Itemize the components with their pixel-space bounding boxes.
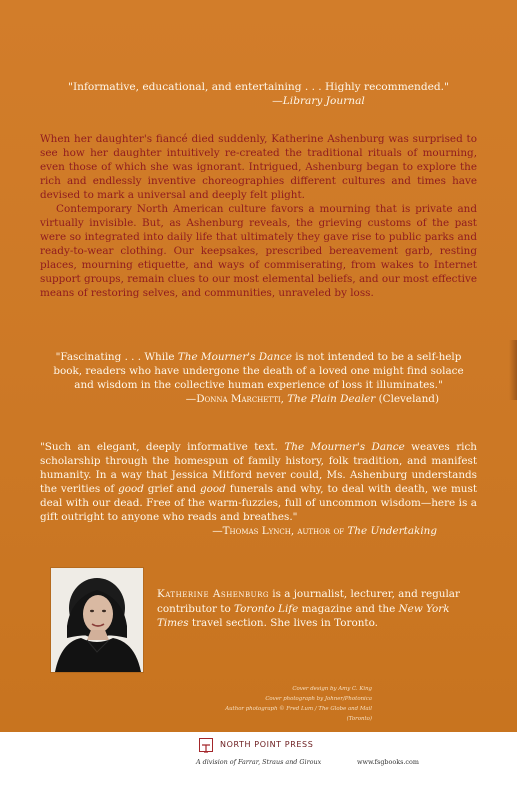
credit-author-photo: Author photograph © Fred Lum / The Globe and Mail (Toronto)	[225, 706, 372, 722]
author-portrait-image	[51, 568, 143, 672]
synopsis-paragraph-1: When her daughter's fiancé died suddenly, Katherine Ashenburg was surprised to see how her daughter intuitively re-created the traditional rituals of mourning, even those of which she was ignorant. Intrigued, Ashenburg began to explore the rich and endlessly inventive choreographies different cultures and times have devised to mark a universal and deeply felt plight.	[40, 133, 477, 201]
synopsis	[40, 132, 477, 300]
quote-library-journal	[40, 80, 477, 108]
synopsis-paragraph-2: Contemporary North American culture favors a mourning that is private and virtually invisible. But, as Ashenburg reveals, the grieving customs of the past were so integrated into daily life that ultimately they gave rise to public parks and ready-to-wear clothing. Our keepsakes, prescribed bereavement garb, resting places, mourning etiquette, and ways of commiserating, from wakes to Internet support groups, remain clues to our most elemental beliefs, and our most effective means of restoring selves, and communities, unraveled by loss.	[40, 203, 477, 299]
publisher-name: NORTH POINT PRESS	[220, 740, 314, 749]
quote-attribution: —Library Journal	[272, 95, 365, 107]
quote-plain-dealer: "Fascinating . . . While The Mourner's Dance is not intended to be a self-help book, readers who have undergone the death of a loved one might find solace and wisdom in the collective human experience of loss it illuminates." —Donna Marchetti, The Plain Dealer (Cleveland)	[42, 350, 475, 406]
publisher-logo-icon	[199, 738, 213, 752]
publisher-subtitle: A division of Farrar, Straus and Giroux	[196, 758, 322, 766]
spine-shadow	[509, 340, 517, 400]
quote-attribution: —Thomas Lynch, author of The Undertaking	[212, 525, 437, 537]
author-photo	[51, 568, 143, 672]
publisher-website: www.fsgbooks.com	[357, 758, 419, 766]
quote-thomas-lynch: "Such an elegant, deeply informative text. The Mourner's Dance weaves rich scholarship through the homespun of family history, folk tradition, and manifest humanity. In a way that Jessica Mitford never could, Ms. Ashenburg understands the verities of good grief and good funerals and why, to deal with death, we must deal with our dead. Free of the warm-fuzzies, full of uncommon wisdom—here is a gift outright to anyone who reads and breathes." —Thomas Lynch, author of The Undertaking	[40, 441, 477, 537]
credit-cover-design: Cover design by Amy C. King	[292, 686, 372, 692]
author-bio: Katherine Ashenburg is a journalist, lecturer, and regular contributor to Toronto Life magazine and the New York Times travel section. She lives in Toronto.	[157, 588, 460, 629]
quote-attribution: —Donna Marchetti, The Plain Dealer (Cleveland)	[185, 393, 439, 405]
quote-text: "Informative, educational, and entertaining . . . Highly recommended."	[68, 81, 449, 93]
credits	[200, 684, 372, 724]
author-name: Katherine Ashenburg	[157, 588, 269, 600]
credit-cover-photo: Cover photograph by Johner/Photonica	[265, 696, 372, 702]
